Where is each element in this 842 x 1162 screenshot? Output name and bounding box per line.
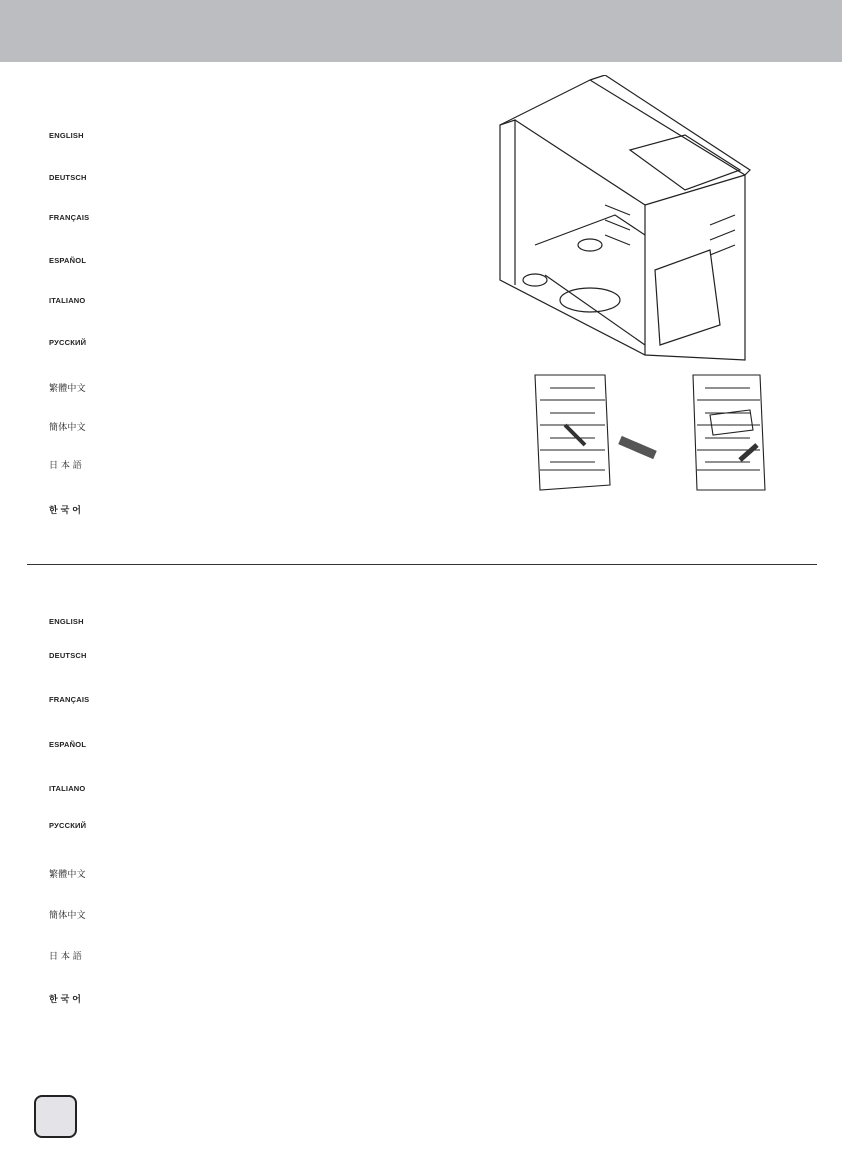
case-illustration [495, 75, 765, 365]
lang-label: РУССКИЙ [49, 821, 87, 830]
lang-label: ESPAÑOL [49, 256, 87, 265]
section-divider [27, 564, 817, 565]
lang-label: DEUTSCH [49, 651, 87, 660]
lang-label: 日 本 語 [49, 951, 83, 961]
drive-cage-illustration [525, 370, 775, 500]
lang-label: FRANÇAIS [49, 695, 90, 704]
lang-label: 簡体中文 [49, 422, 86, 432]
lang-label: FRANÇAIS [49, 213, 90, 222]
lang-label: 繁體中文 [49, 869, 86, 879]
lang-label: 한 국 어 [49, 505, 82, 515]
lang-label: ENGLISH [49, 617, 84, 626]
lang-label: DEUTSCH [49, 173, 87, 182]
lang-label: ITALIANO [49, 296, 86, 305]
lang-label: 繁體中文 [49, 383, 86, 393]
lang-label: 日 本 語 [49, 460, 83, 470]
header-band [0, 0, 842, 62]
lang-label: ITALIANO [49, 784, 86, 793]
lang-label: 簡体中文 [49, 910, 86, 920]
lang-label: 한 국 어 [49, 994, 82, 1004]
page-number-box [34, 1095, 77, 1138]
lang-label: ENGLISH [49, 131, 84, 140]
lang-label: ESPAÑOL [49, 740, 87, 749]
lang-label: РУССКИЙ [49, 338, 87, 347]
